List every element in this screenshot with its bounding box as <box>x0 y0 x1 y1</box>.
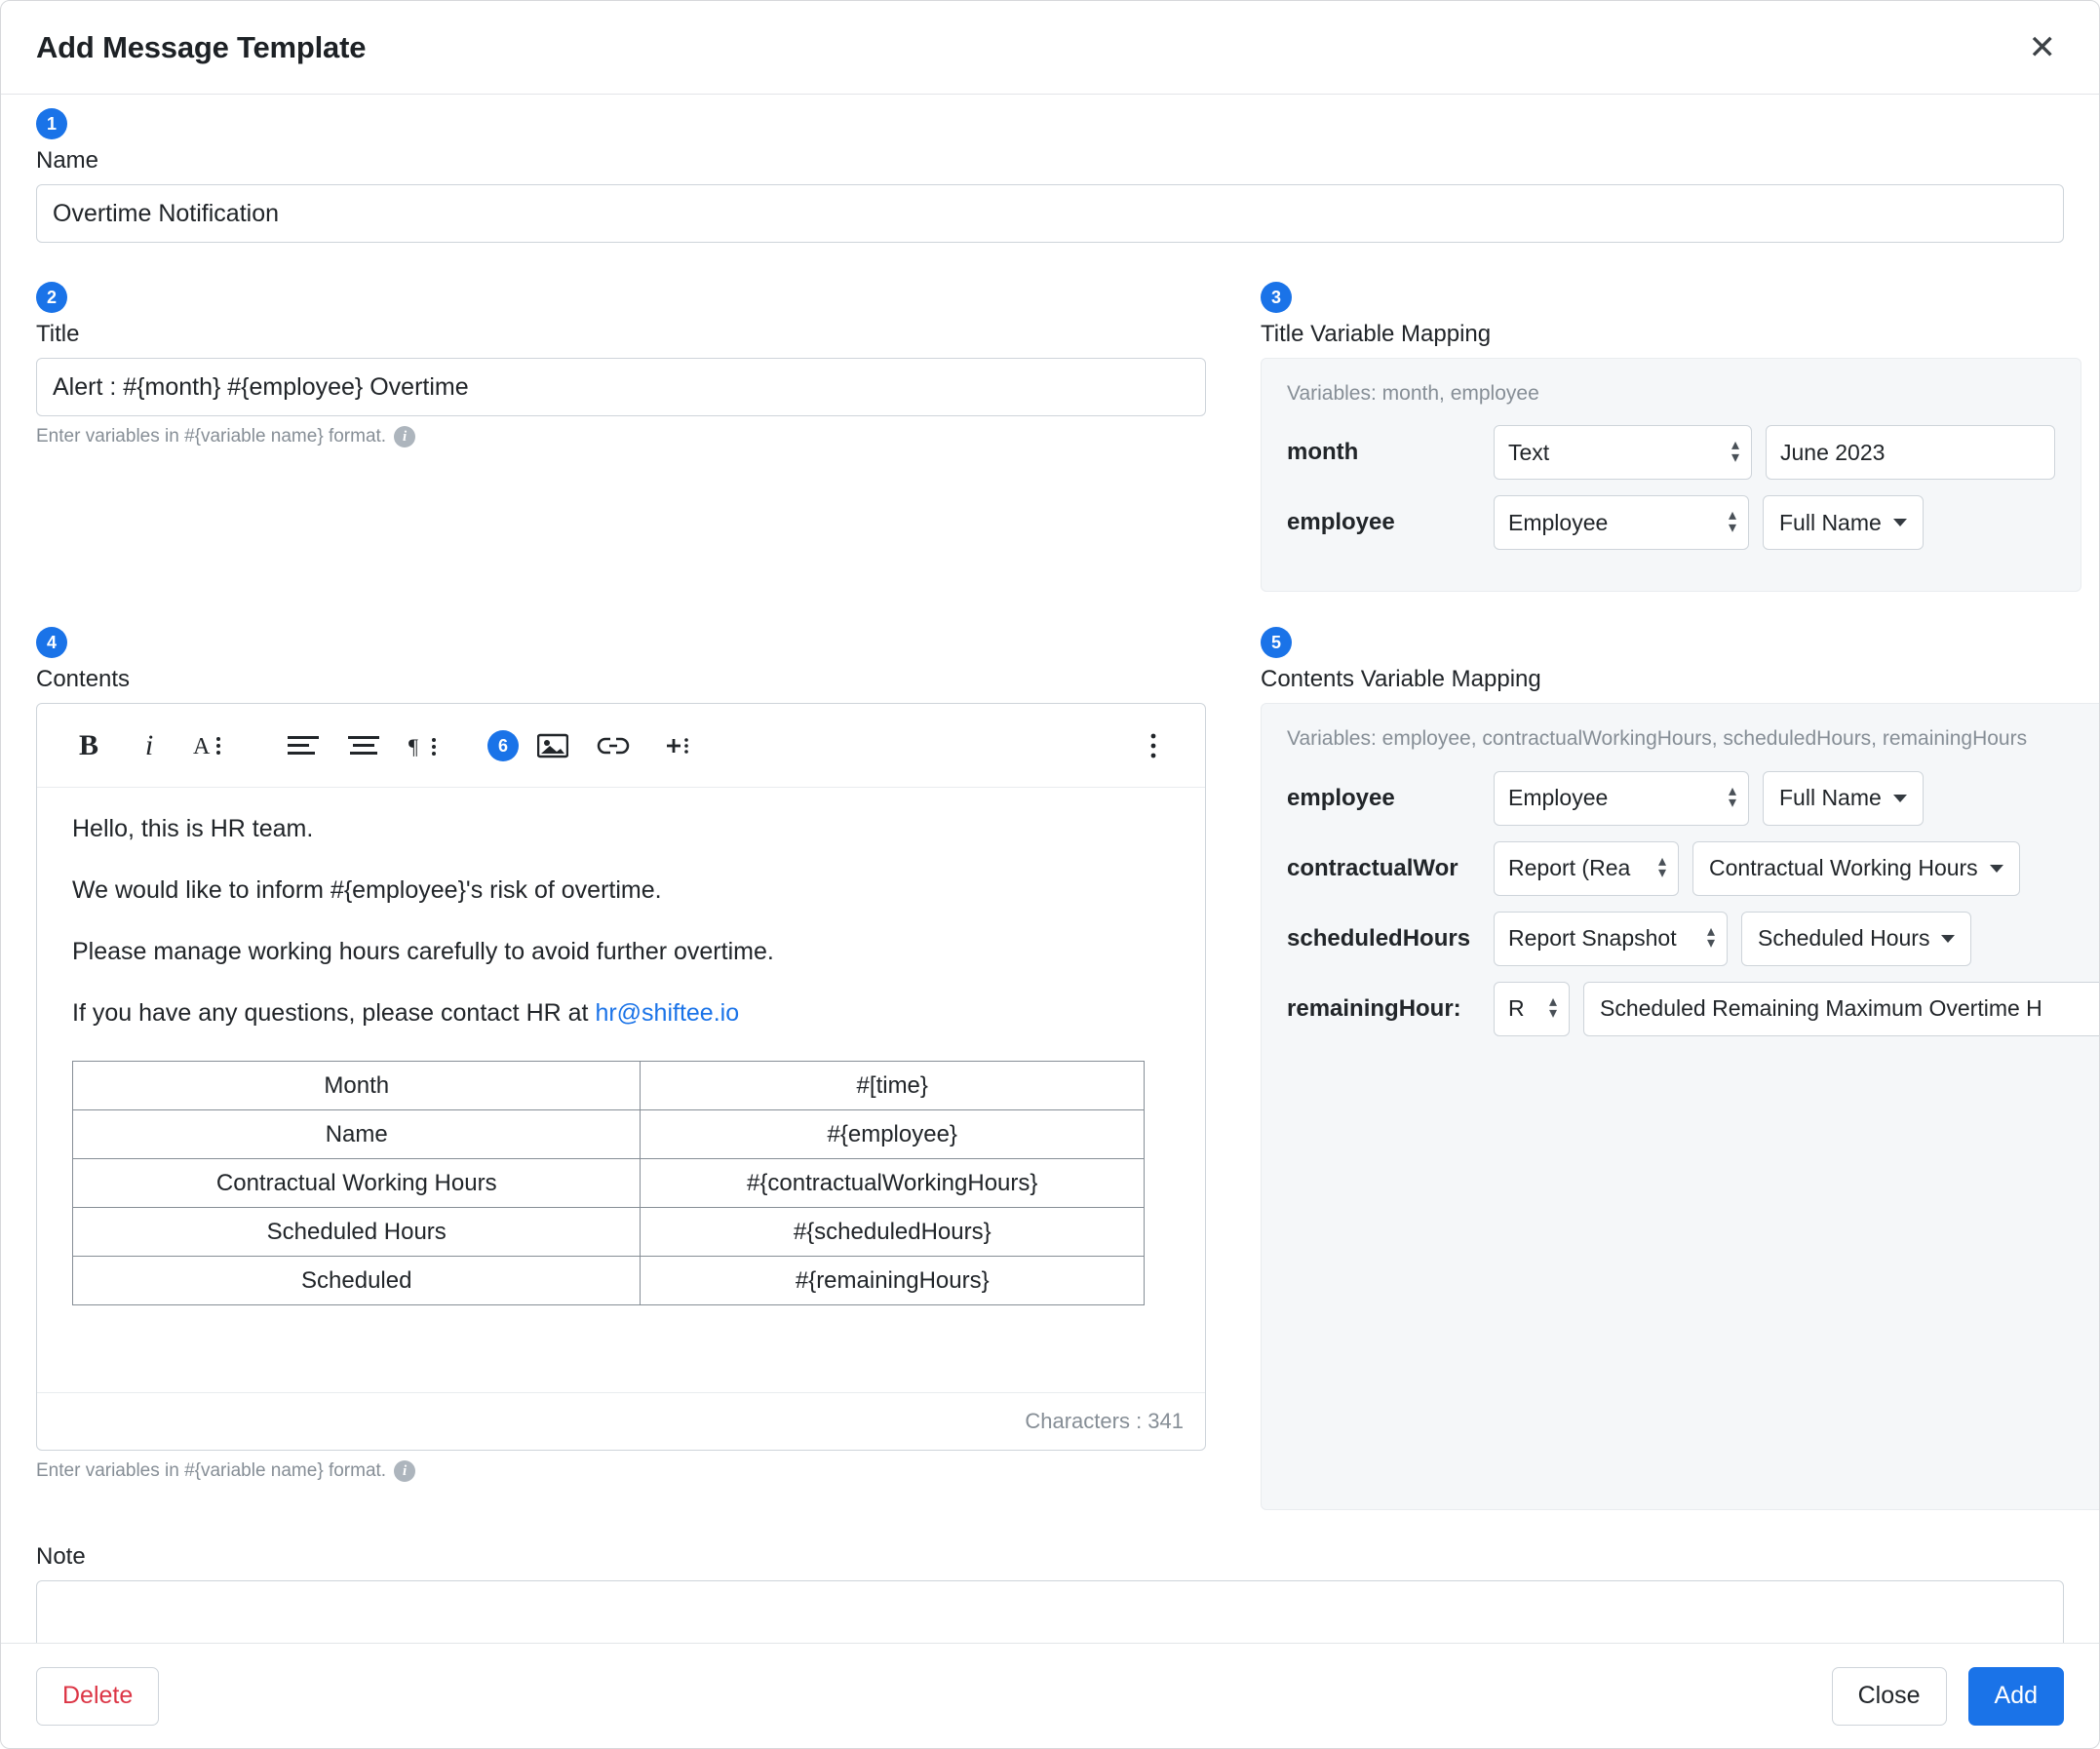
note-label: Note <box>36 1543 86 1571</box>
info-icon[interactable]: i <box>394 426 415 447</box>
contents-mapping-row-contractual <box>1287 841 2099 896</box>
character-count: Characters : 341 <box>37 1392 1205 1450</box>
dialog-body <box>1 95 2099 1643</box>
variable-value-dropdown[interactable] <box>1763 771 1924 826</box>
footer-actions <box>1832 1667 2064 1726</box>
editor-paragraph: Please manage working hours carefully to avoid further overtime. <box>72 938 774 966</box>
table-cell-value: #{employee} <box>641 1110 1145 1159</box>
chevron-down-icon <box>1893 519 1907 526</box>
title-mapping-label: Title Variable Mapping <box>1261 321 1492 347</box>
step-badge-6: 6 <box>487 730 519 761</box>
contents-mapping-variables: Variables: employee, contractualWorkingHours, scheduledHours, remainingHours <box>1287 727 2028 751</box>
step-badge-1-wrap <box>36 108 2064 141</box>
editor-toolbar <box>37 704 1205 788</box>
variable-value-text: Full Name <box>1779 785 1882 811</box>
title-mapping-row-month <box>1287 425 2055 480</box>
contact-prefix: If you have any questions, please contact HR at <box>72 999 596 1028</box>
paragraph-icon[interactable] <box>394 716 454 776</box>
title-variable-mapping-section <box>1261 282 2081 592</box>
table-cell-label: Scheduled Hours <box>73 1208 641 1257</box>
variable-type-value: Text <box>1508 439 1550 465</box>
variable-key: scheduledHours <box>1287 924 1471 952</box>
add-button[interactable]: Add <box>1968 1667 2064 1726</box>
bold-icon[interactable]: B <box>78 728 98 761</box>
contact-email-link[interactable]: hr@shiftee.io <box>595 999 740 1028</box>
step-badge-1: 1 <box>36 108 67 139</box>
chevron-updown-icon: ▴ ▾ <box>1706 922 1715 952</box>
variable-value-dropdown[interactable] <box>1763 495 1924 550</box>
contents-section <box>36 627 1206 1510</box>
contents-helper <box>36 1460 1206 1482</box>
table-cell-value: #{contractualWorkingHours} <box>641 1159 1145 1208</box>
chevron-down-icon <box>1941 935 1955 943</box>
table-cell-value: #[time} <box>641 1062 1145 1110</box>
table-row <box>73 1110 1145 1159</box>
variable-key: employee <box>1287 784 1395 811</box>
title-input[interactable] <box>36 358 1206 416</box>
table-row <box>73 1257 1145 1305</box>
variable-value-text: Scheduled Remaining Maximum Overtime H <box>1600 995 2042 1022</box>
svg-text:A: A <box>193 733 211 759</box>
insert-icon[interactable] <box>643 716 704 776</box>
title-mapping-variables: Variables: month, employee <box>1287 382 1539 405</box>
step-badge-5: 5 <box>1261 627 1292 658</box>
table-row <box>73 1208 1145 1257</box>
contents-variable-mapping-section <box>1261 627 2099 1510</box>
variable-value-text: Full Name <box>1779 509 1882 535</box>
step-badge-3-wrap <box>1261 282 2081 315</box>
title-label: Title <box>36 321 80 347</box>
rich-text-editor <box>36 703 1206 1451</box>
note-textarea[interactable] <box>36 1580 2064 1643</box>
title-section <box>36 282 1206 592</box>
title-helper-text: Enter variables in #{variable name} format. <box>36 426 387 447</box>
contents-variable-table <box>72 1061 1145 1305</box>
svg-text:¶: ¶ <box>408 733 418 758</box>
variable-type-value: R <box>1508 995 1525 1022</box>
chevron-down-icon <box>1990 865 2003 873</box>
delete-button[interactable]: Delete <box>36 1667 159 1726</box>
table-cell-label: Month <box>73 1062 641 1110</box>
contents-mapping-row-scheduled <box>1287 912 2099 966</box>
table-cell-label: Name <box>73 1110 641 1159</box>
step-badge-2: 2 <box>36 282 67 313</box>
step-badge-4-wrap <box>36 627 1206 660</box>
editor-contact-line <box>72 999 1170 1028</box>
editor-paragraph: We would like to inform #{employee}'s risk of overtime. <box>72 876 662 905</box>
align-left-icon[interactable] <box>273 716 333 776</box>
chevron-updown-icon: ▴ ▾ <box>1548 992 1557 1023</box>
table-row <box>73 1159 1145 1208</box>
font-style-icon[interactable] <box>179 716 240 776</box>
more-options-icon[interactable] <box>1123 716 1184 776</box>
dialog-footer <box>1 1643 2099 1748</box>
variable-type-select[interactable] <box>1494 495 1749 550</box>
variable-value-text: Scheduled Hours <box>1758 925 1930 952</box>
title-mapping-panel <box>1261 358 2081 592</box>
step-badge-2-wrap <box>36 282 1206 315</box>
contents-mapping-row-employee <box>1287 771 2099 826</box>
variable-type-select[interactable] <box>1494 912 1728 966</box>
variable-type-select[interactable] <box>1494 841 1679 896</box>
contents-mapping-row-remaining <box>1287 982 2099 1036</box>
link-icon[interactable] <box>583 716 643 776</box>
contents-helper-text: Enter variables in #{variable name} format. <box>36 1460 387 1482</box>
close-button[interactable]: Close <box>1832 1667 1947 1726</box>
dialog-header <box>1 1 2099 95</box>
variable-type-value: Report (Rea <box>1508 855 1631 881</box>
variable-type-value: Employee <box>1508 785 1609 811</box>
title-and-mapping-row <box>36 282 2064 592</box>
italic-icon[interactable]: i <box>144 728 154 761</box>
variable-key: remainingHour: <box>1287 994 1461 1022</box>
name-section <box>36 108 2064 243</box>
chevron-updown-icon: ▴ ▾ <box>1728 782 1736 812</box>
variable-value-text: June 2023 <box>1780 439 1886 465</box>
page-title: Add Message Template <box>36 29 367 64</box>
variable-key: employee <box>1287 509 1395 536</box>
step-badge-3: 3 <box>1261 282 1292 313</box>
variable-type-select[interactable] <box>1494 982 1570 1036</box>
editor-content[interactable] <box>37 788 1205 1392</box>
close-icon[interactable]: ✕ <box>2028 28 2056 66</box>
note-section <box>36 1543 2064 1643</box>
table-cell-value: #{scheduledHours} <box>641 1208 1145 1257</box>
editor-paragraph: Hello, this is HR team. <box>72 815 314 843</box>
variable-type-value: Report Snapshot <box>1508 925 1677 952</box>
name-input[interactable] <box>36 184 2064 243</box>
chevron-updown-icon: ▴ ▾ <box>1728 507 1736 537</box>
variable-type-select[interactable] <box>1494 425 1752 480</box>
variable-value-dropdown[interactable] <box>1692 841 2020 896</box>
variable-key: month <box>1287 439 1359 466</box>
contents-and-mapping-row <box>36 627 2064 1510</box>
step-badge-4: 4 <box>36 627 67 658</box>
align-center-icon[interactable] <box>333 716 394 776</box>
variable-value-dropdown[interactable] <box>1583 982 2099 1036</box>
contents-label: Contents <box>36 666 131 693</box>
info-icon[interactable]: i <box>394 1460 415 1482</box>
variable-value-text: Contractual Working Hours <box>1709 855 1978 881</box>
step-badge-5-wrap <box>1261 627 2099 660</box>
title-mapping-row-employee <box>1287 495 2055 550</box>
chevron-down-icon <box>1893 795 1907 802</box>
variable-value-input[interactable] <box>1766 425 2055 480</box>
variable-value-dropdown[interactable] <box>1741 912 1971 966</box>
variable-type-value: Employee <box>1508 509 1609 535</box>
contents-mapping-label: Contents Variable Mapping <box>1261 666 1541 693</box>
chevron-updown-icon: ▴ ▾ <box>1657 852 1666 882</box>
table-cell-label: Contractual Working Hours <box>73 1159 641 1208</box>
variable-type-select[interactable] <box>1494 771 1749 826</box>
contents-mapping-panel <box>1261 703 2099 1510</box>
table-cell-value: #{remainingHours} <box>641 1257 1145 1305</box>
table-row <box>73 1062 1145 1110</box>
title-helper <box>36 426 1206 447</box>
image-icon[interactable] <box>523 716 583 776</box>
name-label: Name <box>36 147 99 174</box>
variable-key: contractualWor <box>1287 854 1458 881</box>
chevron-updown-icon: ▴ ▾ <box>1731 437 1739 467</box>
table-cell-label: Scheduled <box>73 1257 641 1305</box>
